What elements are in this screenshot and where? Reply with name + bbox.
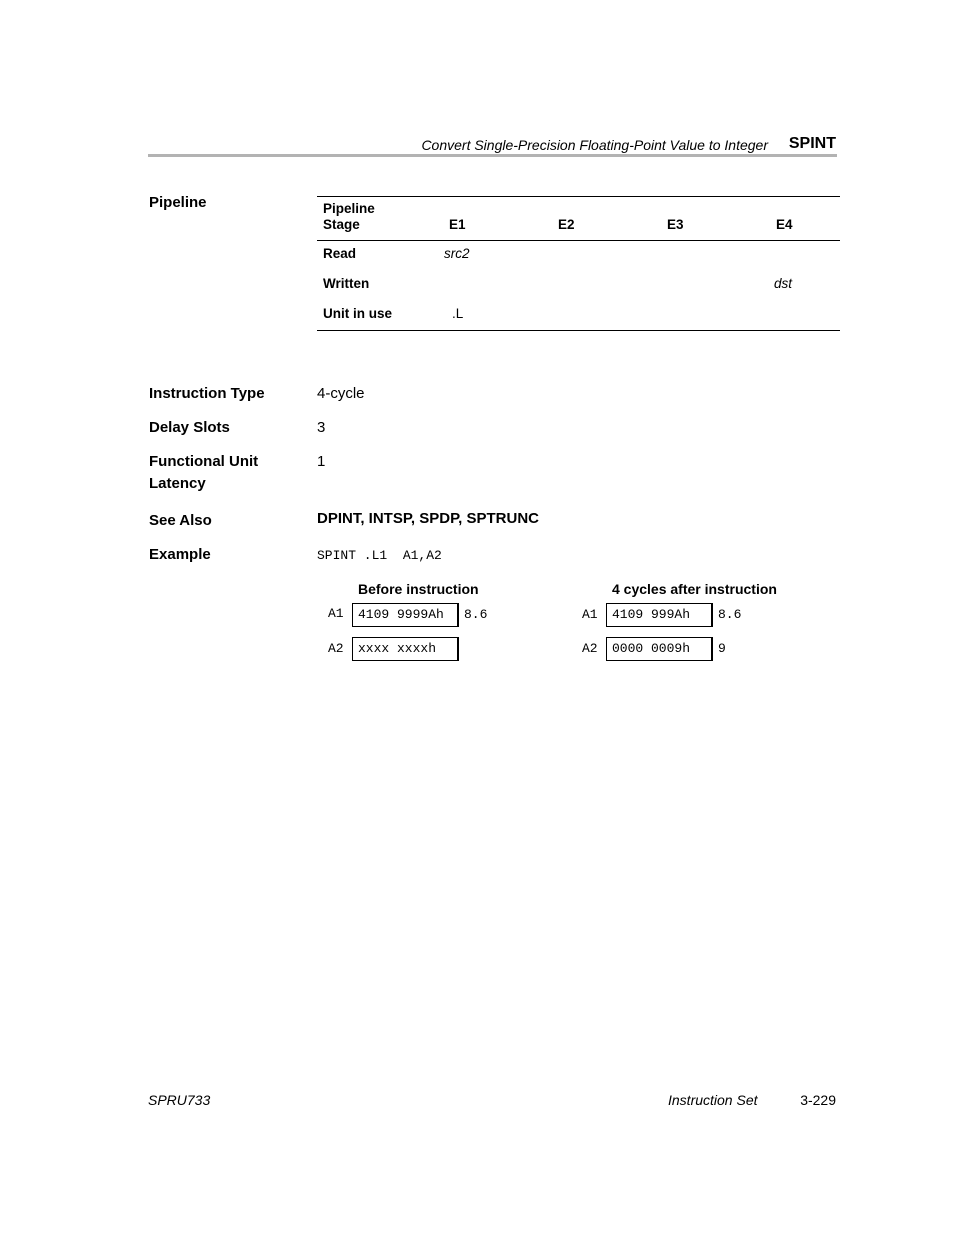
pipeline-table-header bbox=[317, 197, 840, 241]
row-unit-label: Unit in use bbox=[323, 306, 393, 321]
example-code: SPINT .L1 A1,A2 bbox=[317, 548, 442, 563]
before-reg-a2-value: xxxx xxxxh bbox=[352, 637, 459, 661]
instruction-type-label: Instruction Type bbox=[149, 385, 265, 402]
after-title: 4 cycles after instruction bbox=[612, 581, 777, 597]
see-also-label: See Also bbox=[149, 512, 212, 529]
after-reg-a1-name: A1 bbox=[582, 607, 598, 622]
fu-latency-label bbox=[149, 451, 258, 495]
pipeline-table-body bbox=[317, 241, 840, 330]
delay-slots-value: 3 bbox=[317, 419, 326, 436]
header-stage-line1: Pipeline bbox=[323, 201, 375, 216]
see-also-value: DPINT, INTSP, SPDP, SPTRUNC bbox=[317, 510, 539, 527]
footer-page-number: 3-229 bbox=[800, 1092, 836, 1108]
before-reg-a1-value: 4109 9999Ah bbox=[352, 603, 459, 627]
row-read-e1: src2 bbox=[444, 246, 470, 261]
footer-doc-id: SPRU733 bbox=[148, 1092, 211, 1108]
footer-section: Instruction Set bbox=[668, 1092, 758, 1108]
after-reg-a2-note: 9 bbox=[718, 641, 726, 656]
before-reg-a2-name: A2 bbox=[328, 641, 344, 656]
pipeline-table bbox=[317, 196, 840, 331]
after-reg-a2-value: 0000 0009h bbox=[606, 637, 713, 661]
header-mnemonic: SPINT bbox=[788, 135, 836, 152]
before-reg-a1-note: 8.6 bbox=[464, 607, 488, 622]
example-label: Example bbox=[149, 546, 211, 563]
header-e4: E4 bbox=[776, 217, 793, 232]
fu-latency-label-line2: Latency bbox=[149, 475, 206, 492]
pipeline-label: Pipeline bbox=[149, 194, 207, 211]
after-reg-a1-note: 8.6 bbox=[718, 607, 742, 622]
fu-latency-label-line1: Functional Unit bbox=[149, 453, 259, 470]
before-title: Before instruction bbox=[358, 581, 479, 597]
header-e2: E2 bbox=[558, 217, 575, 232]
after-reg-a1-value: 4109 999Ah bbox=[606, 603, 713, 627]
delay-slots-label: Delay Slots bbox=[149, 419, 230, 436]
instruction-type-value: 4-cycle bbox=[317, 385, 365, 402]
header-e3: E3 bbox=[667, 217, 684, 232]
header-stage-line2: Stage bbox=[323, 217, 360, 232]
fu-latency-value: 1 bbox=[317, 453, 326, 470]
before-reg-a1-name: A1 bbox=[328, 606, 344, 621]
after-reg-a2-name: A2 bbox=[582, 641, 598, 656]
row-written-e4: dst bbox=[774, 276, 793, 291]
row-unit-e1: .L bbox=[452, 306, 464, 321]
row-read-label: Read bbox=[323, 246, 357, 261]
header-stage bbox=[323, 201, 375, 233]
header-e1: E1 bbox=[449, 217, 466, 232]
header-description: Convert Single-Precision Floating-Point Value to Integer bbox=[421, 137, 768, 153]
row-written-label: Written bbox=[323, 276, 370, 291]
header-rule bbox=[148, 154, 837, 157]
